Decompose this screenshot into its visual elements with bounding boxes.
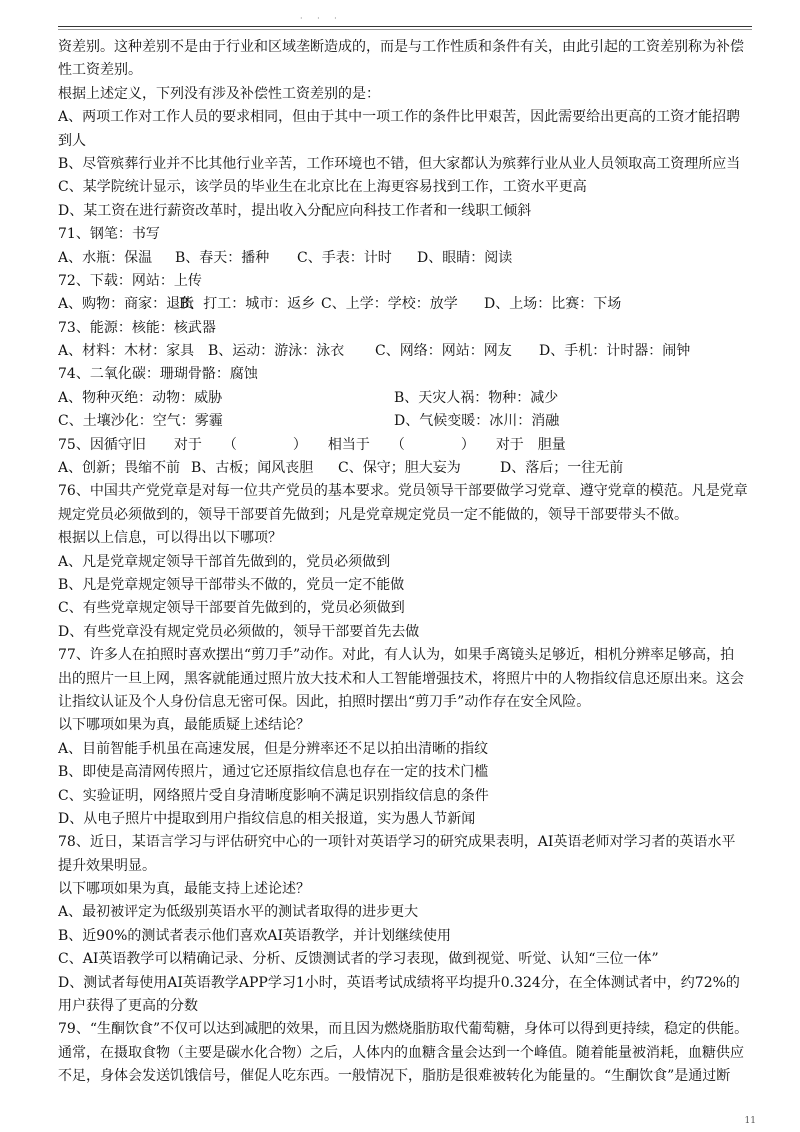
option-d: D、某工资在进行薪资改革时，提出收入分配应向科技工作者和一线职工倾斜 xyxy=(58,202,532,219)
header-mark: · · · xyxy=(300,14,343,23)
text-line: 资差别。这种差别不是由于行业和区域垄断造成的，而是与工作性质和条件有关，由此引起的工资差别称为补偿 xyxy=(58,39,744,55)
text-line: 不足，身体会发送饥饿信号，催促人吃东西。一般情况下，脂肪是很难被转化为能量的。“生酮饮食”是通过断 xyxy=(58,1068,731,1085)
option-a: A、创新；畏缩不前 xyxy=(58,460,181,477)
question-72-stem: 72、下载：网站：上传 xyxy=(58,272,202,289)
header-rule-secondary xyxy=(58,29,752,30)
option-c: C、土壤沙化：空气：雾霾 xyxy=(58,413,223,430)
option-b: B、打工：城市：返乡 xyxy=(179,296,316,313)
text-line: 用户获得了更高的分数 xyxy=(58,998,198,1015)
question-77-stem: 77、许多人在拍照时喜欢摆出“剪刀手”动作。对此，有人认为，如果手离镜头足够近，相机分辨率足够高，拍 xyxy=(58,647,735,664)
question-74-options-row2 xyxy=(58,410,758,433)
question-78-stem: 78、近日，某语言学习与评估研究中心的一项针对英语学习的研究成果表明，AI英语老师对学习者的英语水平 xyxy=(58,834,736,851)
option-b: B、近90%的测试者表示他们喜欢AI英语教学，并计划继续使用 xyxy=(58,927,452,944)
option-b: B、即使是高清网传照片，通过它还原指纹信息也存在一定的技术门槛 xyxy=(58,764,489,781)
question-prompt: 根据上述定义，下列没有涉及补偿性工资差别的是： xyxy=(58,85,380,102)
option-c: C、有些党章规定领导干部要首先做到的，党员必须做到 xyxy=(58,600,405,617)
text-line: 通常，在摄取食物（主要是碳水化合物）之后，人体内的血糖含量会达到一个峰值。随着能量被消耗，血糖供应 xyxy=(58,1044,744,1061)
option-b: B、凡是党章规定领导干部带头不做的，党员一定不能做 xyxy=(58,576,405,593)
question-prompt: 以下哪项如果为真，最能质疑上述结论？ xyxy=(58,717,310,734)
option-b: B、运动：游泳：泳衣 xyxy=(208,343,345,360)
option-a: A、材料：木材：家具 xyxy=(58,343,195,360)
question-prompt: 根据以上信息，可以得出以下哪项？ xyxy=(58,530,282,547)
text-line: 到人 xyxy=(58,132,86,149)
page-number: 11 xyxy=(744,1116,756,1126)
question-73-options xyxy=(58,340,758,363)
question-76-stem: 76、中国共产党党章是对每一位共产党员的基本要求。党员领导干部要做学习党章、遵守党章的模范。凡是党章 xyxy=(58,483,748,500)
document-body xyxy=(58,36,758,1089)
text-line: 规定党员必须做到的，领导干部要首先做到；凡是党章规定党员一定不能做的，领导干部要带头不做。 xyxy=(58,506,688,523)
question-74-stem: 74、二氧化碳：珊瑚骨骼：腐蚀 xyxy=(58,366,258,383)
option-a: A、物种灭绝：动物：威胁 xyxy=(58,389,223,406)
option-d: D、有些党章没有规定党员必须做的，领导干部要首先去做 xyxy=(58,623,420,640)
question-71-options xyxy=(58,247,758,270)
question-72-options xyxy=(58,293,758,316)
option-c: C、实验证明，网络照片受自身清晰度影响不满足识别指纹信息的条件 xyxy=(58,787,489,804)
header-rule xyxy=(58,26,752,27)
text-line: 让指纹认证及个人身份信息无密可保。因此，拍照时摆出“剪刀手”动作存在安全风险。 xyxy=(58,693,591,710)
option-a: A、目前智能手机虽在高速发展，但是分辨率还不足以拍出清晰的指纹 xyxy=(58,740,489,757)
question-prompt: 以下哪项如果为真，最能支持上述论述？ xyxy=(58,881,310,898)
question-79-stem: 79、“生酮饮食”不仅可以达到减肥的效果，而且因为燃烧脂肪取代葡萄糖，身体可以得到更持续，稳定的供能。 xyxy=(58,1021,749,1038)
option-b: B、尽管殡葬行业并不比其他行业辛苦，工作环境也不错，但大家都认为殡葬行业从业人员领取高工资理所应当 xyxy=(58,155,741,172)
option-c: C、上学：学校：放学 xyxy=(321,296,458,313)
question-71-stem: 71、钢笔：书写 xyxy=(58,226,160,243)
option-c: C、某学院统计显示，该学员的毕业生在北京比在上海更容易找到工作，工资水平更高 xyxy=(58,179,587,196)
question-74-options-row1 xyxy=(58,387,758,410)
option-a: A、最初被评定为低级别英语水平的测试者取得的进步更大 xyxy=(58,904,419,921)
option-d: D、上场：比赛：下场 xyxy=(484,296,622,313)
text-line: 提升效果明显。 xyxy=(58,857,156,874)
option-b: B、古板；闻风丧胆 xyxy=(191,460,314,477)
question-75-options xyxy=(58,457,758,480)
option-c: C、网络：网站：网友 xyxy=(375,343,512,360)
question-73-stem: 73、能源：核能：核武器 xyxy=(58,319,216,336)
option-d: D、测试者每使用AI英语教学APP学习1小时，英语考试成绩将平均提升0.324分，在全体测试者中，约72%的 xyxy=(58,974,740,991)
option-a: A、两项工作对工作人员的要求相同，但由于其中一项工作的条件比甲艰苦，因此需要给出更高的工资才能招聘 xyxy=(58,109,741,126)
option-c: C、保守；胆大妄为 xyxy=(338,460,461,477)
option-d: D、落后；一往无前 xyxy=(500,460,624,477)
text-line: 出的照片一旦上网，黑客就能通过照片放大技术和人工智能增强技术，将照片中的人物指纹信息还原出来。这会 xyxy=(58,670,744,687)
option-b: B、天灾人祸：物种：减少 xyxy=(394,389,559,406)
option-d: D、手机：计时器：闹钟 xyxy=(539,343,691,360)
option-a: A、水瓶：保温 xyxy=(58,249,153,266)
option-d: D、气候变暖：冰川：消融 xyxy=(394,413,560,430)
option-c: C、AI英语教学可以精确记录、分析、反馈测试者的学习表现，做到视觉、听觉、认知“三位一体” xyxy=(58,951,659,968)
option-a: A、凡是党章规定领导干部首先做到的，党员必须做到 xyxy=(58,553,391,570)
option-b: B、春天：播种 xyxy=(175,249,270,266)
option-a: A、购物：商家：退货 xyxy=(58,296,195,313)
option-d: D、眼睛：阅读 xyxy=(417,249,513,266)
option-c: C、手表：计时 xyxy=(297,249,392,266)
option-d: D、从电子照片中提取到用户指纹信息的相关报道，实为愚人节新闻 xyxy=(58,810,476,827)
text-line: 性工资差别。 xyxy=(58,62,142,79)
question-75-stem: 75、因循守旧 对于 （ ） 相当于 （ ） 对于 胆量 xyxy=(58,436,566,453)
